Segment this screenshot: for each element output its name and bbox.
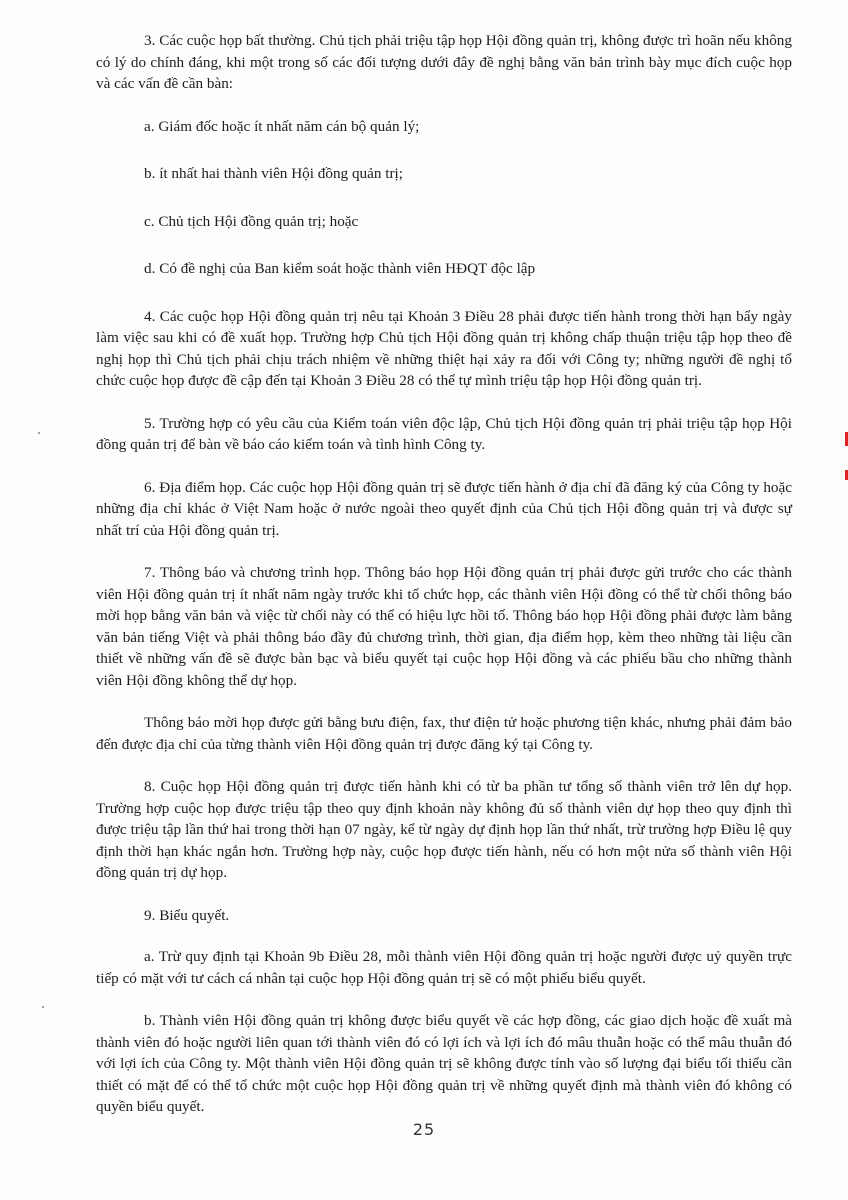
document-body — [96, 30, 792, 1139]
paragraph-9b-conflict-of-interest: b. Thành viên Hội đồng quản trị không được biểu quyết về các hợp đồng, các giao dịch hoặc đề xuất mà thành viên đó hoặc người liên quan tới thành viên đó có lợi ích và lợi ích đó mâu thuẫn hoặc có thể mâu thuẫn đó với lợi ích của Công ty. Một thành viên Hội đồng quản trị sẽ không được tính vào số lượng đại biểu tối thiểu cần thiết có mặt để có thể tổ chức một cuộc họp Hội đồng quản trị về những quyết định mà thành viên đó không có quyền biểu quyết. — [96, 1012, 792, 1115]
list-item-a: a. Giám đốc hoặc ít nhất năm cán bộ quản lý; — [144, 117, 420, 135]
paragraph-notice-delivery: Thông báo mời họp được gửi bằng bưu điện, fax, thư điện tử hoặc phương tiện khác, nhưng phải đảm bảo đến được địa chỉ của từng thành viên Hội đồng quản trị được đăng ký tại Công ty. — [96, 714, 792, 753]
scan-speck — [38, 432, 40, 434]
scan-speck — [42, 1006, 44, 1008]
list-item-b: b. ít nhất hai thành viên Hội đồng quản trị; — [144, 165, 403, 182]
list-item-d: d. Có đề nghị của Ban kiểm soát hoặc thành viên HĐQT độc lập — [144, 260, 536, 277]
page-number: 25 — [412, 1120, 436, 1139]
paragraph-9a-voting: a. Trừ quy định tại Khoản 9b Điều 28, mỗi thành viên Hội đồng quản trị hoặc người được uỷ quyền trực tiếp có mặt với tư cách cá nhân tại cuộc họp Hội đồng quản trị sẽ có một phiếu biểu quyết. — [96, 948, 792, 987]
paragraph-3-extraordinary-meetings: 3. Các cuộc họp bất thường. Chủ tịch phải triệu tập họp Hội đồng quản trị, không được trì hoãn nếu không có lý do chính đáng, khi một trong số các đối tượng dưới đây đề nghị bằng văn bản trình bày mục đích cuộc họp và các vấn đề cần bàn: — [96, 32, 792, 92]
paragraph-5-auditor-request: 5. Trường hợp có yêu cầu của Kiểm toán viên độc lập, Chủ tịch Hội đồng quản trị phải triệu tập họp Hội đồng quản trị để bàn về báo cáo kiểm toán và tình hình Công ty. — [96, 414, 792, 453]
list-item-c: c. Chủ tịch Hội đồng quản trị; hoặc — [144, 212, 359, 230]
paragraph-6-meeting-location: 6. Địa điểm họp. Các cuộc họp Hội đồng quản trị sẽ được tiến hành ở địa chỉ đã đăng ký của Công ty hoặc những địa chỉ khác ở Việt Nam hoặc ở nước ngoài theo quyết định của Chủ tịch Hội đồng quản trị và được sự nhất trí của Hội đồng quản trị. — [96, 478, 792, 539]
paragraph-8-quorum: 8. Cuộc họp Hội đồng quản trị được tiến hành khi có từ ba phần tư tổng số thành viên trở lên dự họp. Trường hợp cuộc họp được triệu tập theo quy định khoản này không đủ số thành viên dự họp theo quy định thì được triệu tập lần thứ hai trong thời hạn 07 ngày, kể từ ngày dự định họp lần thứ nhất, trừ trường hợp Điều lệ quy định thời hạn khác ngắn hơn. Trường hợp này, cuộc họp được tiến hành, nếu có hơn một nửa số thành viên Hội đồng quản trị dự họp. — [96, 778, 792, 881]
paragraph-9-voting-heading: 9. Biểu quyết. — [144, 906, 230, 924]
paragraph-7-notice-agenda: 7. Thông báo và chương trình họp. Thông báo họp Hội đồng quản trị phải được gửi trước cho các thành viên Hội đồng quản trị ít nhất năm ngày trước khi tổ chức họp, các thành viên Hội đồng có thể từ chối thông báo mời họp bằng văn bản và việc từ chối này có thể có hiệu lực hồi tố. Thông báo họp Hội đồng phải được làm bằng văn bản tiếng Việt và phải thông báo đầy đủ chương trình, thời gian, địa điểm họp, kèm theo những tài liệu cần thiết về những vấn đề sẽ được bàn bạc và biểu quyết tại cuộc họp Hội đồng và các phiếu bầu cho những thành viên Hội đồng không thể dự họp. — [96, 564, 792, 689]
paragraph-4-meeting-deadline: 4. Các cuộc họp Hội đồng quản trị nêu tại Khoản 3 Điều 28 phải được tiến hành trong thời hạn bẩy ngày làm việc sau khi có đề xuất họp. Trường hợp Chủ tịch Hội đồng quản trị không chấp thuận triệu tập họp theo đề nghị họp thì Chủ tịch phải chịu trách nhiệm về những thiệt hại xảy ra đối với Công ty; những người đề nghị tổ chức cuộc họp được đề cập đến tại Khoản 3 Điều 28 có thể tự mình triệu tập họp Hội đồng quản trị. — [96, 307, 792, 389]
